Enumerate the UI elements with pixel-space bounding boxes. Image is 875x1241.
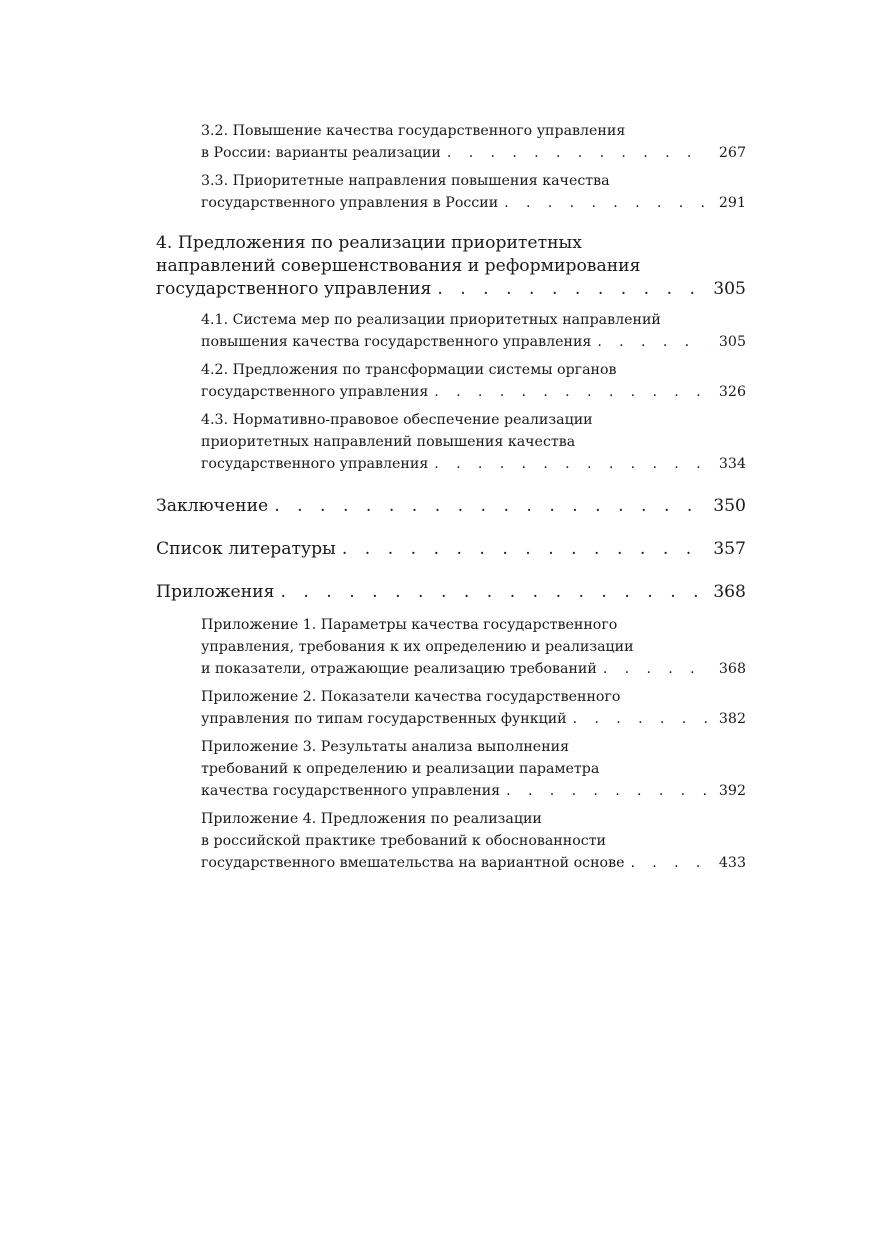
toc-entry-text: Заключение bbox=[156, 496, 269, 516]
toc-entry-text: 4.1. Система мер по реализации приоритетных направлений bbox=[201, 312, 661, 328]
toc-entry-text: Приложения bbox=[156, 582, 275, 602]
toc-entry-text: 4.2. Предложения по трансформации системы органов bbox=[201, 362, 617, 378]
toc-entry-text: повышения качества государственного управления bbox=[201, 334, 592, 350]
page-number: 305 bbox=[718, 334, 746, 350]
toc-entry-text: Список литературы bbox=[156, 539, 336, 559]
leader-dots bbox=[342, 538, 708, 561]
toc-entry-text: Приложение 2. Показатели качества государственного bbox=[201, 689, 621, 705]
toc-entry-text: в российской практике требований к обоснованности bbox=[201, 833, 607, 849]
toc-literature[interactable] bbox=[156, 538, 746, 561]
toc-appendices[interactable] bbox=[156, 581, 746, 604]
leader-dots bbox=[504, 192, 708, 214]
leader-dots bbox=[434, 381, 708, 403]
page-number: 357 bbox=[713, 539, 746, 559]
page-number: 305 bbox=[713, 279, 746, 299]
toc-chapter-4[interactable] bbox=[156, 232, 746, 301]
leader-dots bbox=[280, 581, 708, 604]
leader-dots bbox=[437, 278, 708, 301]
toc-entry-4-3[interactable] bbox=[201, 409, 746, 475]
page-number: 334 bbox=[718, 456, 746, 472]
leader-dots bbox=[274, 495, 708, 518]
leader-dots bbox=[597, 331, 708, 353]
toc-entry-text: требований к определению и реализации параметра bbox=[201, 761, 600, 777]
toc-entry-text: управления, требования к их определению и реализации bbox=[201, 639, 634, 655]
leader-dots bbox=[603, 658, 708, 680]
toc-entry-text: Приложение 1. Параметры качества государственного bbox=[201, 617, 618, 633]
toc-entry-text: 4. Предложения по реализации приоритетных bbox=[156, 233, 582, 253]
toc-appendix-1[interactable] bbox=[201, 614, 746, 680]
page-number: 291 bbox=[718, 195, 746, 211]
toc-entry-text: государственного вмешательства на вариантной основе bbox=[201, 855, 625, 871]
leader-dots bbox=[434, 453, 708, 475]
toc-entry-text: 3.2. Повышение качества государственного управления bbox=[201, 123, 626, 139]
toc-entry-3-2[interactable] bbox=[201, 120, 746, 164]
leader-dots bbox=[573, 708, 708, 730]
toc-entry-text: управления по типам государственных функций bbox=[201, 711, 567, 727]
page-number: 326 bbox=[718, 384, 746, 400]
leader-dots bbox=[506, 780, 708, 802]
toc-entry-text: и показатели, отражающие реализацию требований bbox=[201, 661, 597, 677]
toc-appendix-3[interactable] bbox=[201, 736, 746, 802]
toc-entry-text: в России: варианты реализации bbox=[201, 145, 441, 161]
page-number: 382 bbox=[718, 711, 746, 727]
toc-entry-4-1[interactable] bbox=[201, 309, 746, 353]
toc-entry-text: приоритетных направлений повышения качества bbox=[201, 434, 576, 450]
toc-entry-text: 4.3. Нормативно-правовое обеспечение реализации bbox=[201, 412, 593, 428]
table-of-contents bbox=[156, 120, 746, 880]
page-number: 392 bbox=[718, 783, 746, 799]
toc-entry-text: государственного управления bbox=[201, 384, 429, 400]
page-number: 433 bbox=[718, 855, 746, 871]
toc-entry-4-2[interactable] bbox=[201, 359, 746, 403]
leader-dots bbox=[447, 142, 708, 164]
toc-entry-text: Приложение 4. Предложения по реализации bbox=[201, 811, 542, 827]
page-number: 368 bbox=[718, 661, 746, 677]
toc-entry-text: направлений совершенствования и реформирования bbox=[156, 256, 641, 276]
toc-appendix-2[interactable] bbox=[201, 686, 746, 730]
toc-entry-text: государственного управления bbox=[156, 279, 432, 299]
page-number: 267 bbox=[718, 145, 746, 161]
toc-appendix-4[interactable] bbox=[201, 808, 746, 874]
toc-entry-text: государственного управления в России bbox=[201, 195, 499, 211]
page-number: 368 bbox=[713, 582, 746, 602]
toc-entry-3-3[interactable] bbox=[201, 170, 746, 214]
toc-entry-text: 3.3. Приоритетные направления повышения качества bbox=[201, 173, 610, 189]
toc-entry-text: государственного управления bbox=[201, 456, 429, 472]
toc-conclusion[interactable] bbox=[156, 495, 746, 518]
leader-dots bbox=[630, 852, 708, 874]
page-number: 350 bbox=[713, 496, 746, 516]
toc-entry-text: Приложение 3. Результаты анализа выполнения bbox=[201, 739, 570, 755]
toc-entry-text: качества государственного управления bbox=[201, 783, 501, 799]
